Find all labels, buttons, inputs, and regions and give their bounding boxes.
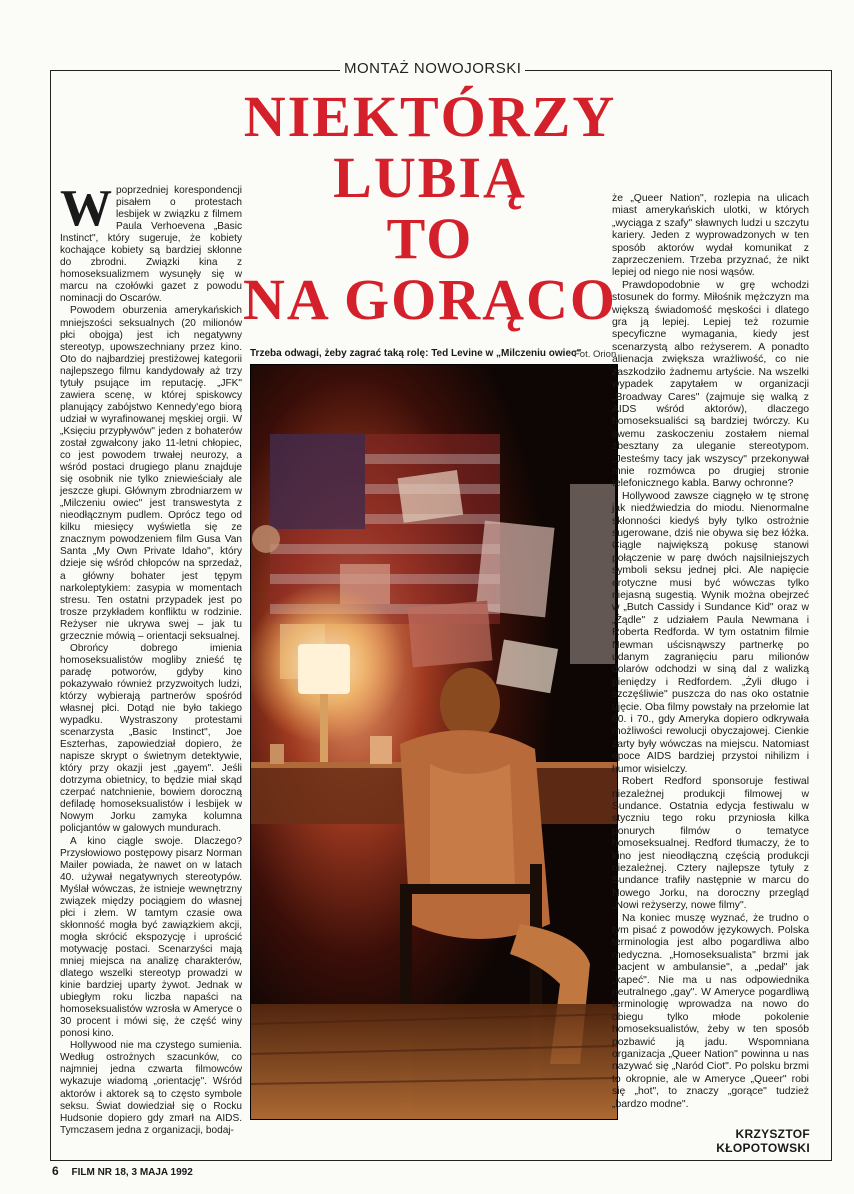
- article-column-left: [60, 180, 242, 1137]
- paragraph: Prawdopodobnie w grę wchodzi stosunek do formy. Miłośnik mężczyzn ma większą świadomość męskości i dlatego gra ją lepiej. Lepiej też rozumie specyficzne wymagania, kiedy jest scenarzystą albo reżyserem. A ponadto alienacja zwiększa wrażliwość, co nie zaszkodziło żadnemu artyście. Na wszelki wypadek zapytałem w organizacji „Broadway Cares" (zajmuje się walką z AIDS wśród aktorów), dlaczego homoseksualiści są bardziej twórczy. Ku swemu zaskoczeniu zostałem niemal zbesztany za uleganie stereotypom. „Jesteśmy tacy jak wszyscy" przekonywał mnie rozmówca po drugiej stronie telefonicznego kabla. Barwy ochronne?: [612, 279, 809, 490]
- drop-cap: W: [60, 180, 112, 237]
- headline-line: NA GORĄCO: [242, 267, 618, 332]
- caption-prefix: Trzeba odwagi, żeby zagrać taką rolę:: [250, 348, 429, 359]
- frame-left-rule: [50, 70, 51, 1160]
- issue-info: FILM NR 18, 3 MAJA 1992: [71, 1167, 193, 1178]
- paragraph: A kino ciągle swoje. Dlaczego? Przysłowiowo postępowy pisarz Norman Mailer powiada, że nawet on w latach 40. używał negatywnych stereotypów. Myślał wówczas, że istnieje wewnętrzny związek między pociągiem do własnej płci i złem. W tamtym czasie owa skłonność mogła być zawiązkiem akcji, mogła skrócić ekspozycję i uprościć motywację postaci. Scenarzyści mają mniej miejsca na analizę charakterów, dlatego wszelki stereotyp prowadzi w kinie bardziej uparty żywot. Jednak w ubiegłym roku liczba napaści na homoseksualistów wzrosła w Ameryce o 30 procent i mówi się, że część winy ponosi kino.: [60, 835, 242, 1040]
- paragraph: Hollywood zawsze ciągnęło w tę stronę jak niedźwiedzia do miodu. Nienormalne skłonności kiedyś były tylko ostrożnie sugerowane, dziś nie obywa się bez łóżka. Ciągle największą pokusę stanowi połączenie w parę dwóch najsilniejszych symboli seksu jednej płci. Ale napięcie erotyczne musi być wówczas tylko niejasną sugestią. Wynik można obejrzeć w „Butch Cassidy i Sundance Kid" oraz w „Żądle" z udziałem Paula Newmana i Roberta Redforda. W tym ostatnim filmie Newman uścisnąwszy partnerkę po udanym zagranięciu paru milionów dolarów odchodzi w siną dal z walizką pieniędzy i Redfordem. „Żyli długo i szczęśliwie" puszcza do nas oko ostatnie ujęcie. Oba filmy powstały na przełomie lat 60. i 70., gdy Ameryka dopiero odkrywała możliwości rewolucji obyczajowej. Cienkie żarty były wówczas na miejscu. Natomiast epoce AIDS bardziej przystoi nihilizm i humor wisielczy.: [612, 490, 809, 775]
- frame-right-rule: [831, 70, 832, 1160]
- headline: [190, 86, 670, 330]
- paragraph: Na koniec muszę wyznać, że trudno o tym pisać z powodów językowych. Polska terminologia jest albo pogardliwa albo medyczna. „Homoseksualista" brzmi jak „pacjent w ambulansie", a „pedał" jak „kapeć". Nie ma u nas odpowiednika neutralnego „gay". W Ameryce pogardliwą terminologię wprowadza na nowo do obiegu tylko młode pokolenie homoseksualistów, żeby w ten sposób pozbawić ją jadu. Wspomniana organizacja „Queer Nation" powinna u nas nazywać się „Naród Ciot". Po polsku brzmi to okropnie, ale w Ameryce „Queer" robi się „hot", to znaczy „gorące" tudzież „bardzo modne".: [612, 912, 809, 1110]
- frame-bottom-rule: [50, 1160, 832, 1161]
- headline-line: TO: [386, 206, 474, 271]
- article-column-right: [612, 193, 809, 1111]
- page-footer: [52, 1164, 193, 1178]
- author-last-name: KŁOPOTOWSKI: [716, 1141, 810, 1155]
- photo-caption: [250, 348, 612, 359]
- photo-illustration: [250, 364, 618, 1120]
- paragraph: Hollywood nie ma czystego sumienia. Według ostrożnych szacunków, co najmniej jedna czwarta filmowców wykazuje wiadomą „orientację". Wśród aktorów i aktorek są to często symbole seksu. Świat dowiedział się o Rocku Hudsonie dopiero gdy zmarł na AIDS. Tymczasem jedna z organizacji, bodaj-: [60, 1040, 242, 1136]
- photo-credit: Fot. Orion: [574, 349, 617, 360]
- paragraph: Wpoprzedniej korespondencji pisałem o protestach lesbijek w związku z filmem Paula Verhoevena „Basic Instinct", który sugeruje, że kobiety kochające kobiety są bardziej skłonne do zbrodni. Związki kina z homoseksualizmem wysunęły się w marcu na czołówki gazet z powodu nominacji do Oscarów.: [60, 180, 242, 305]
- film-still-photo: [250, 364, 618, 1120]
- paragraph: Obrońcy dobrego imienia homoseksualistów mogliby znieść tę paradę potworów, gdyby kino pokazywało również przyzwoitych ludzi, którzy wybierają partnerów spośród własnej płci. Dotąd nie było takiego wypadku. Wystraszony protestami scenarzysta „Basic Instinct", Joe Eszterhas, zapowiedział dopiero, że napisze skrypt o świetnym detektywie, który przy okazji jest „gayem". Jeśli dotrzyma obietnicy, to będzie miał skąd czerpać natchnienie, bowiem doroczną defiladę homoseksualistów i lesbijek w Nowym Jorku zamyka kolumna policjantów w galowych mundurach.: [60, 642, 242, 835]
- author-first-name: KRZYSZTOF: [735, 1127, 810, 1141]
- author-byline: [690, 1127, 810, 1155]
- paragraph: Powodem oburzenia amerykańskich mniejszości seksualnych (20 milionów płci obojga) jest ich negatywny stereotyp, upowszechniany przez kino. Oto do najbardziej prestiżowej kategorii najlepszego filmu kandydowały aż trzy tytuły psujące im reputację. „JFK" zawiera scenę, w której spiskowcy planujący zabójstwo Kennedy'ego biorą udział w wyrafinowanej męskiej orgii. W „Księciu przypływów" jeden z bohaterów został zgwałcony jako 11-letni chłopiec, co jest powodem trwałej neurozy, a wśród postaci drugiego planu znajduje się osobnik nie tylko zniewieściały ale jeszcze głupi. Głównym zbrodniarzem w „Milczeniu owiec" jest transwestyta z nieodłącznym pudlem. Oprócz tego od kilku miesięcy wyświetla się ze znacznym powodzeniem film Gusa Van Santa „My Own Private Idaho", który dzieje się wśród chłopców na sprzedaż, a główny bohater jest tępym narkoleptykiem: zasypia w momentach stresu. Ten ostatni przypadek jest po trosze przykładem konfliktu w rodzinie. Reżyser nie ukrywa swej – jak tu grzecznie mówią – orientacji seksualnej.: [60, 305, 242, 642]
- paragraph: Robert Redford sponsoruje festiwal niezależnej produkcji filmowej w Sundance. Ostatnia edycja festiwalu w styczniu tego roku przyniosła kilka ponurych filmów o tematyce homoseksualnej. Redford tłumaczy, że to kino jest nieodłączną częścią produkcji niezależnej. Cztery najlepsze tytuły z Sundance trafiły następnie w marcu do Nowego Jorku, na doroczny przegląd „Nowi reżyserzy, nowe filmy".: [612, 776, 809, 912]
- page-number: 6: [52, 1164, 59, 1178]
- section-label: MONTAŻ NOWOJORSKI: [340, 60, 525, 77]
- caption-text: Ted Levine w „Milczeniu owiec": [431, 348, 582, 359]
- headline-line: NIEKTÓRZY: [243, 84, 617, 149]
- paragraph: że „Queer Nation", rozlepia na ulicach miast amerykańskich ulotki, w których „wyciąga z szafy" sławnych ludzi u szczytu kariery. Jeden z wyprowadzonych w ten sposób aktorów wydał komunikat z zaprzeczeniem. Trzeba przyznać, że nikt lepiej od niego nie nosi wąsów.: [612, 193, 809, 279]
- headline-line: LUBIĄ: [333, 145, 527, 210]
